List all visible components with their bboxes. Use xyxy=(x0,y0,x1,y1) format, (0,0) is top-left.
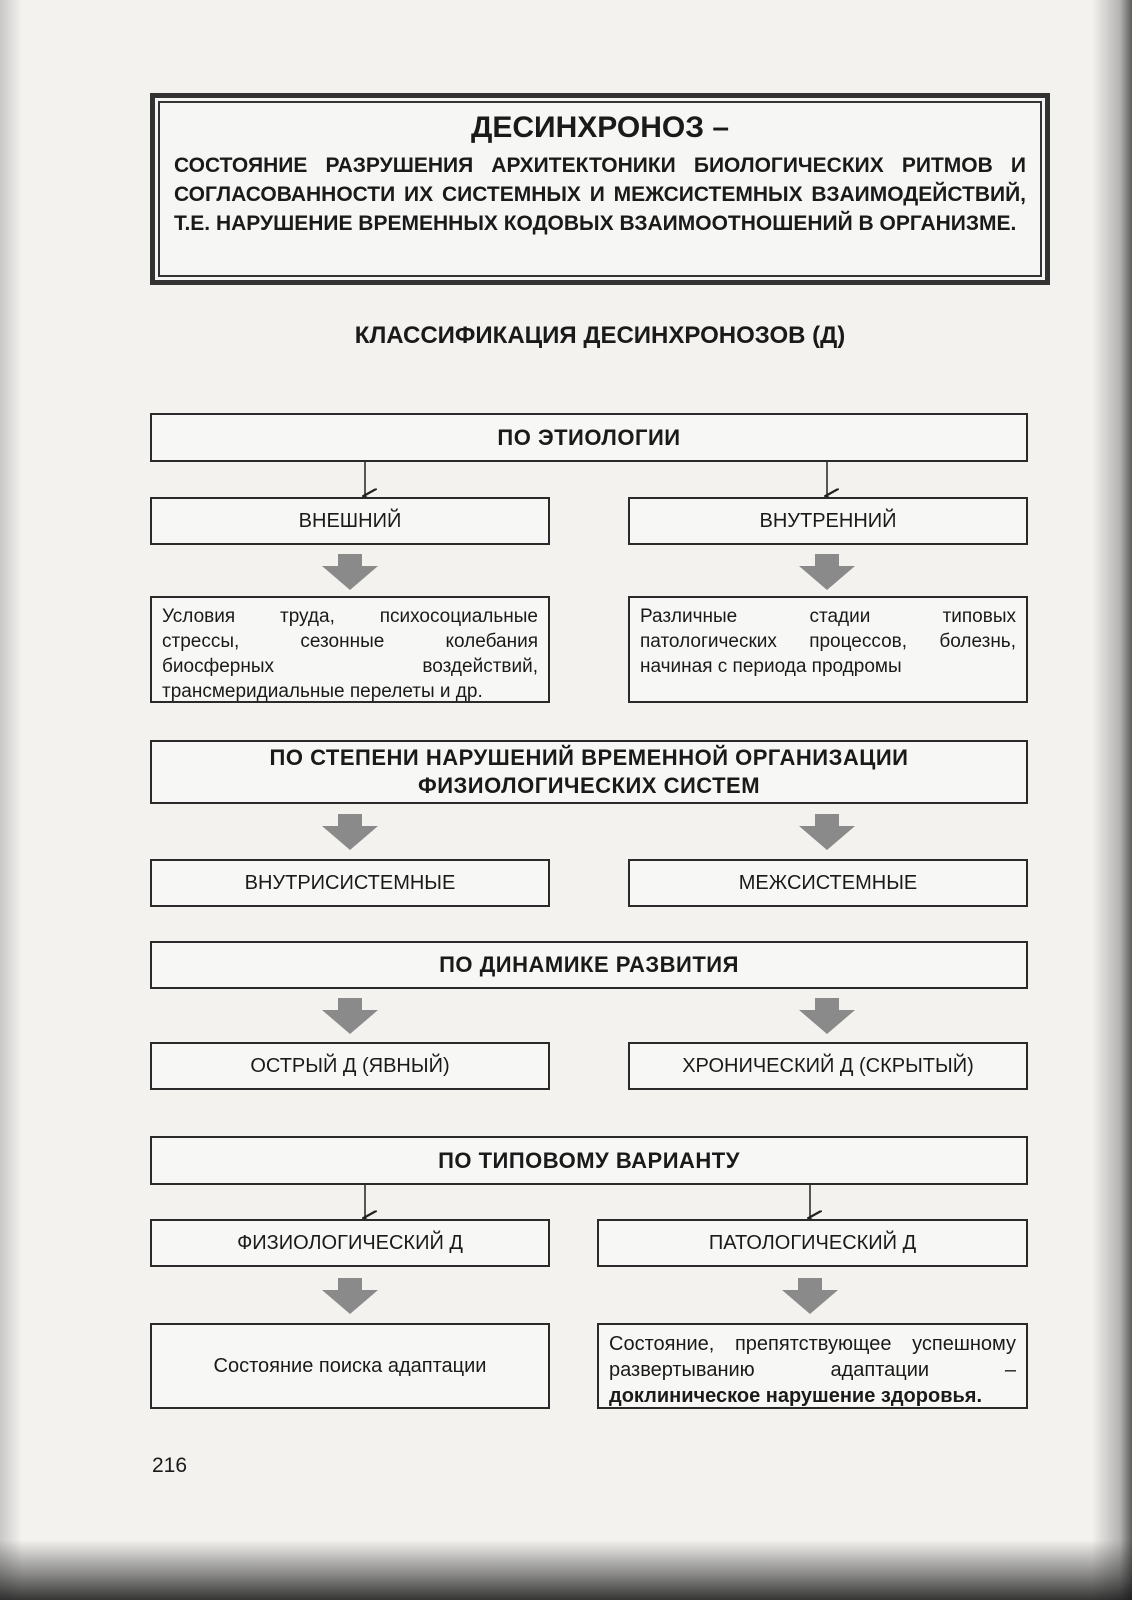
acute-label: ОСТРЫЙ Д (ЯВНЫЙ) xyxy=(250,1054,450,1077)
inter-box xyxy=(628,859,1028,907)
degree-header xyxy=(150,740,1028,804)
page-edge-bottom xyxy=(0,1540,1132,1600)
external-description: Условия труда, психосоциальные стрессы, сезонные колебания биосферных воздействий, трансмеридиальные перелеты и др. xyxy=(162,606,538,702)
intra-label: ВНУТРИСИСТЕМНЫЕ xyxy=(244,871,456,894)
pathological-description-plain: Состояние, препятствующее успешному развертыванию адаптации – xyxy=(609,1333,1016,1381)
etiology-label: ПО ЭТИОЛОГИИ xyxy=(497,424,681,450)
big-arrow-intra xyxy=(320,812,380,852)
internal-description: Различные стадии типовых патологических процессов, болезнь, начиная с периода продромы xyxy=(640,606,1016,677)
big-arrow-pathological xyxy=(780,1276,840,1316)
acute-box xyxy=(150,1042,550,1090)
big-arrow-physiological xyxy=(320,1276,380,1316)
intra-box xyxy=(150,859,550,907)
internal-label: ВНУТРЕННИЙ xyxy=(759,509,897,532)
definition-text: СОСТОЯНИЕ РАЗРУШЕНИЯ АРХИТЕКТОНИКИ БИОЛОГИЧЕСКИХ РИТМОВ И СОГЛАСОВАННОСТИ ИХ СИСТЕМНЫХ И МЕЖСИСТЕМНЫХ ВЗАИМОДЕЙСТВИЙ, Т.Е. НАРУШЕНИЕ ВРЕМЕННЫХ КОДОВЫХ ВЗАИМООТНОШЕНИЙ В ОРГАНИЗМЕ. xyxy=(174,154,1026,235)
definition-title: ДЕСИНХРОНОЗ – xyxy=(470,111,730,144)
physiological-label: ФИЗИОЛОГИЧЕСКИЙ Д xyxy=(237,1231,463,1254)
big-arrow-internal xyxy=(797,552,857,592)
physiological-box xyxy=(150,1219,550,1267)
big-arrow-inter xyxy=(797,812,857,852)
chronic-box xyxy=(628,1042,1028,1090)
variant-header xyxy=(150,1136,1028,1185)
variant-label: ПО ТИПОВОМУ ВАРИАНТУ xyxy=(438,1147,740,1173)
chronic-label: ХРОНИЧЕСКИЙ Д (СКРЫТЫЙ) xyxy=(682,1054,974,1077)
dynamics-label: ПО ДИНАМИКЕ РАЗВИТИЯ xyxy=(439,952,739,977)
internal-description-box xyxy=(628,596,1028,703)
inter-label: МЕЖСИСТЕМНЫЕ xyxy=(738,871,918,894)
pathological-label: ПАТОЛОГИЧЕСКИЙ Д xyxy=(708,1231,917,1254)
physiological-description: Состояние поиска адаптации xyxy=(213,1354,487,1377)
pathological-box xyxy=(597,1219,1028,1267)
internal-box xyxy=(628,497,1028,545)
degree-label-line2: ФИЗИОЛОГИЧЕСКИХ СИСТЕМ xyxy=(417,773,761,798)
big-arrow-acute xyxy=(320,996,380,1036)
pathological-description-bold: доклиническое нарушение здоровья. xyxy=(609,1385,983,1407)
external-description-box xyxy=(150,596,550,703)
big-arrow-chronic xyxy=(797,996,857,1036)
degree-label-line1: ПО СТЕПЕНИ НАРУШЕНИЙ ВРЕМЕННОЙ ОРГАНИЗАЦИИ xyxy=(269,745,909,770)
page-edge-right xyxy=(1092,0,1132,1600)
page-number: 216 xyxy=(152,1454,188,1477)
dynamics-header xyxy=(150,941,1028,989)
etiology-header xyxy=(150,413,1028,462)
pathological-description-box xyxy=(597,1323,1028,1409)
big-arrow-external xyxy=(320,552,380,592)
classification-title: КЛАССИФИКАЦИЯ ДЕСИНХРОНОЗОВ (Д) xyxy=(354,322,846,349)
external-label: ВНЕШНИЙ xyxy=(298,509,402,532)
physiological-description-box xyxy=(150,1323,550,1409)
external-box xyxy=(150,497,550,545)
